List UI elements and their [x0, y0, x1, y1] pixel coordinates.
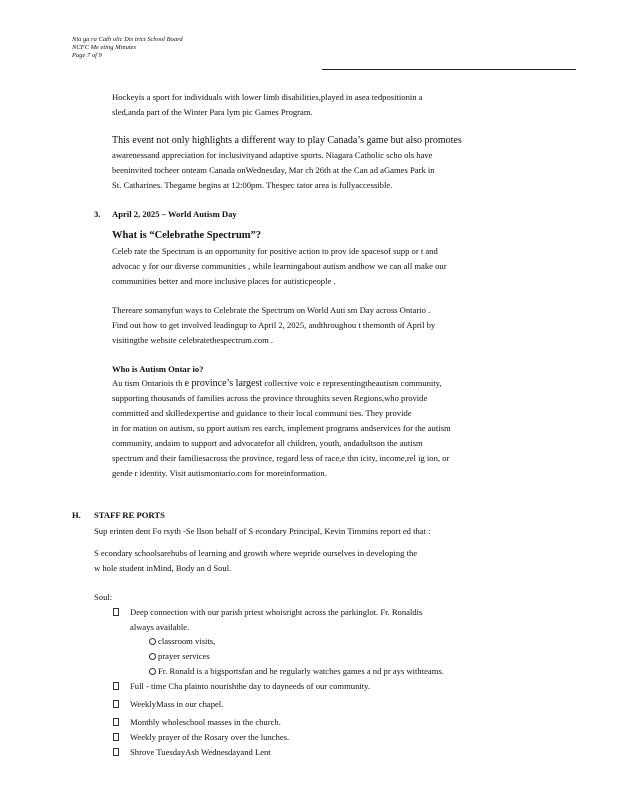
bullet-text: Monthly wholeschool masses in the church. — [130, 717, 281, 727]
sub-bullet-text: classroom visits, — [158, 636, 216, 646]
header-rule — [322, 69, 576, 70]
paragraph-line: gende r identity. Visit autismontario.com for moreinformation. — [112, 468, 327, 478]
paragraph-line: Celeb rate the Spectrum is an opportunity for positive action to prov ide spacesof supp or t and — [112, 246, 438, 256]
bullet-box-icon — [113, 748, 119, 756]
bullet-text: Full - time Cha plainto nourishthe day to dayneeds of our community. — [130, 681, 371, 691]
paragraph-line: beeninvited tocheer onteam Canada onWednesday, Mar ch 26th at the Can ad aGames Park in — [112, 165, 435, 175]
bullet-box-icon — [113, 682, 119, 690]
paragraph-line: S econdary schoolsarehubs of learning and growth where wepride ourselves in developing the — [94, 548, 418, 558]
paragraph-line: in for mation on autism, su pport autism res earch, implement programs andservices for the autism — [112, 423, 451, 433]
item-subtitle: What is “Celebrathe Spectrum”? — [112, 230, 262, 241]
section-title: STAFF RE PORTS — [94, 510, 165, 520]
paragraph-line: Sup erinten dent Fo rsyth -Se llson behalf of S econdary Principal, Kevin Timmins report ed that : — [94, 526, 431, 536]
paragraph-line: spectrum and their familiesacross the province, regard less of race,e thn icity, income,rel ig ion, or — [112, 453, 450, 463]
paragraph-line: visitingthe website celebratethespectrum.com . — [112, 335, 274, 345]
paragraph-line: sled,anda part of the Winter Para lym pic Games Program. — [112, 107, 313, 117]
text-fragment: e province’s largest — [184, 378, 263, 389]
bullet-text: Deep connection with our parish priest whoisright across the parkinglot. Fr. Ronaldis — [130, 607, 423, 617]
paragraph-line: committed and skilledexpertise and guidance to their local communi ties. They provide — [112, 408, 412, 418]
paragraph-line: community, andaim to support and advocatefor all children, youth, andadultson the autism — [112, 438, 423, 448]
bullet-box-icon — [113, 733, 119, 741]
circle-bullet-icon — [149, 653, 156, 660]
sub-bullet-text: Fr. Ronald is a bigsportsfan and he regularly watches games a nd pr ays withteams. — [158, 666, 444, 676]
bullet-text: always available. — [130, 622, 190, 632]
header-board-name: Nia ga ra Cath olic Dis trict School Board — [72, 36, 183, 43]
paragraph-line: supporting thousands of families across the province throughits seven Regions,who provide — [112, 393, 428, 403]
paragraph-line: Hockeyis a sport for individuals with lower limb disabilities,played in asea tedpositionin a — [112, 92, 423, 102]
sub-bullet-text: prayer services — [158, 651, 210, 661]
paragraph-line: w hole student inMind, Body an d Soul. — [94, 563, 232, 573]
text-fragment: collective voic e representingtheautism community, — [264, 378, 442, 388]
paragraph-line — [112, 376, 442, 391]
paragraph-line: This event not only highlights a different way to play Canada’s game but also promotes — [112, 135, 462, 146]
header-meeting-title: NCFC Me eting Minutes — [72, 44, 137, 51]
paragraph-line: Thereare somanyfun ways to Celebrate the Spectrum on World Auti sm Day across Ontario . — [112, 305, 431, 315]
header-page-number: Page 7 of 9 — [72, 52, 102, 59]
bullet-text: Shrove TuesdayAsh Wednesdayand Lent — [130, 747, 271, 757]
item-title: April 2, 2025 – World Autism Day — [112, 209, 237, 219]
bullet-box-icon — [113, 700, 119, 708]
bullet-text: WeeklyMass in our chapel. — [130, 699, 224, 709]
circle-bullet-icon — [149, 668, 156, 675]
autism-ontario-heading: Who is Autism Ontar io? — [112, 364, 204, 374]
paragraph-line: awarenessand appreciation for inclusivityand adaptive sports. Niagara Catholic scho ols have — [112, 150, 433, 160]
paragraph-line: Find out how to get involved leadingup to April 2, 2025, andthroughou t themonth of April by — [112, 320, 436, 330]
bullet-box-icon — [113, 608, 119, 616]
paragraph-line: advocac y for our diverse communities , while learningabout autism andhow we can all make our — [112, 261, 447, 271]
circle-bullet-icon — [149, 638, 156, 645]
paragraph-line: St. Catharines. Thegame begins at 12:00pm. Thespec tator area is fullyaccessible. — [112, 180, 393, 190]
document-header — [72, 36, 183, 60]
bullet-box-icon — [113, 718, 119, 726]
paragraph-line: communities better and more inclusive places for autisticpeople . — [112, 276, 336, 286]
section-letter: H. — [72, 510, 81, 520]
soul-label: Soul: — [94, 592, 113, 602]
bullet-text: Weekly prayer of the Rosary over the lunches. — [130, 732, 290, 742]
item-number: 3. — [94, 209, 101, 219]
text-fragment: Au tism Ontariois th — [112, 378, 183, 388]
